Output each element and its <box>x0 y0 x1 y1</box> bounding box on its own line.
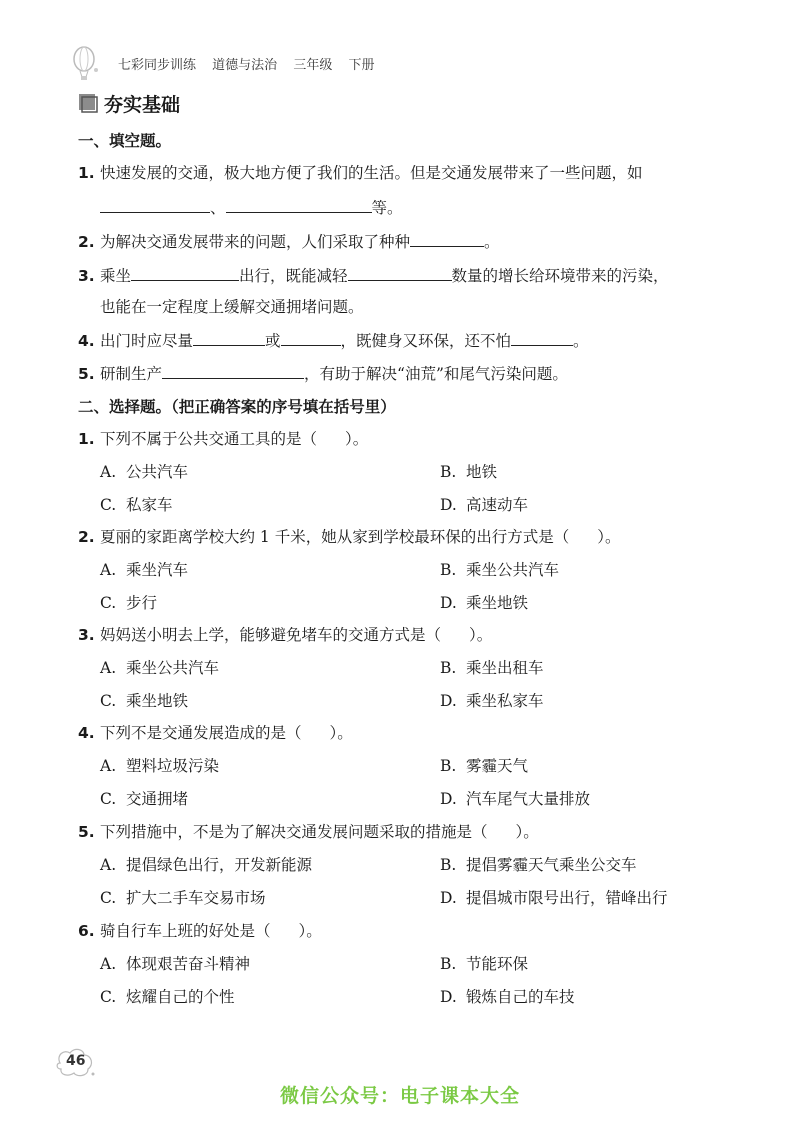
page-header <box>70 46 710 80</box>
option-text: 节能环保 <box>466 955 529 973</box>
answer-blank[interactable] <box>281 327 341 346</box>
question-text: ，既健身又环保，还不怕 <box>340 332 512 350</box>
question-number: 5. <box>78 365 95 383</box>
choice-question <box>78 622 492 648</box>
option-letter: D. <box>440 790 457 808</box>
fill-q1-line2 <box>100 194 403 221</box>
choice-option[interactable] <box>440 753 528 779</box>
answer-blank[interactable] <box>410 228 484 247</box>
answer-blank[interactable] <box>162 360 304 379</box>
choice-option[interactable] <box>440 655 544 681</box>
choice-option[interactable] <box>440 984 575 1010</box>
question-end-text: ）。 <box>597 528 621 546</box>
question-end-text: ）。 <box>345 430 369 448</box>
option-letter: B. <box>440 561 457 579</box>
option-text: 体现艰苦奋斗精神 <box>126 955 251 973</box>
option-text: 乘坐汽车 <box>126 561 189 579</box>
choice-option[interactable] <box>100 984 235 1010</box>
question-text: 下列措施中，不是为了解决交通发展问题采取的措施是（ <box>100 823 488 841</box>
separator-text: 、 <box>210 199 226 217</box>
option-letter: D. <box>440 988 457 1006</box>
option-letter: A. <box>100 955 117 973</box>
section-box-icon <box>78 93 98 113</box>
option-letter: D. <box>440 594 457 612</box>
question-text: 出门时应尽量 <box>100 332 194 350</box>
question-end-text: 。 <box>573 332 589 350</box>
answer-blank[interactable] <box>131 262 239 281</box>
fill-q3 <box>78 262 669 289</box>
question-number: 2. <box>78 233 95 251</box>
option-letter: C. <box>100 790 117 808</box>
option-text: 汽车尾气大量排放 <box>466 790 591 808</box>
option-text: 扩大二手车交易市场 <box>126 889 266 907</box>
fill-q5 <box>78 360 568 387</box>
option-text: 提倡绿色出行，开发新能源 <box>126 856 313 874</box>
choice-option[interactable] <box>440 688 544 714</box>
option-text: 乘坐私家车 <box>466 692 544 710</box>
option-text: 乘坐地铁 <box>466 594 529 612</box>
choice-question <box>78 918 322 944</box>
choice-option[interactable] <box>440 459 497 485</box>
option-text: 公共汽车 <box>126 463 189 481</box>
option-text: 乘坐出租车 <box>466 659 544 677</box>
question-end-text: ）。 <box>298 922 322 940</box>
question-number: 5. <box>78 823 95 841</box>
part1-heading: 一、填空题。 <box>78 132 172 150</box>
answer-blank[interactable] <box>226 194 372 213</box>
choice-option[interactable] <box>100 885 266 911</box>
option-text: 乘坐地铁 <box>126 692 189 710</box>
question-end-text: ）。 <box>515 823 539 841</box>
option-letter: A. <box>100 856 117 874</box>
option-letter: B. <box>440 659 457 677</box>
answer-blank[interactable] <box>100 194 210 213</box>
option-text: 地铁 <box>466 463 498 481</box>
question-end-text: ）。 <box>329 724 353 742</box>
page-number: 46 <box>66 1053 86 1069</box>
option-text: 乘坐公共汽车 <box>466 561 560 579</box>
option-text: 乘坐公共汽车 <box>126 659 220 677</box>
header-subject: 道德与法治 <box>212 58 278 73</box>
choice-option[interactable] <box>100 753 219 779</box>
choice-option[interactable] <box>100 655 219 681</box>
header-grade: 三年级 <box>293 58 333 73</box>
answer-blank[interactable] <box>193 327 265 346</box>
option-letter: D. <box>440 889 457 907</box>
question-text: 下列不属于公共交通工具的是（ <box>100 430 318 448</box>
choice-question <box>78 819 539 845</box>
fill-q1 <box>78 160 643 186</box>
option-letter: A. <box>100 757 117 775</box>
option-letter: C. <box>100 889 117 907</box>
option-letter: D. <box>440 692 457 710</box>
option-text: 提倡城市限号出行，错峰出行 <box>466 889 668 907</box>
question-text: 为解决交通发展带来的问题，人们采取了种种 <box>100 233 411 251</box>
question-text: 快速发展的交通，极大地方便了我们的生活。但是交通发展带来了一些问题，如 <box>100 164 643 182</box>
question-number: 2. <box>78 528 95 546</box>
option-text: 私家车 <box>126 496 173 514</box>
option-letter: B. <box>440 856 457 874</box>
question-text: 研制生产 <box>100 365 163 383</box>
choice-option[interactable] <box>440 951 528 977</box>
choice-option[interactable] <box>440 557 559 583</box>
option-letter: C. <box>100 594 117 612</box>
choice-option[interactable] <box>100 492 173 518</box>
option-letter: C. <box>100 692 117 710</box>
question-number: 1. <box>78 430 95 448</box>
header-text <box>118 54 386 73</box>
question-number: 3. <box>78 267 95 285</box>
question-number: 1. <box>78 164 95 182</box>
watermark-text: 微信公众号：电子课本大全 <box>279 1085 520 1107</box>
choice-question <box>78 426 368 452</box>
option-text: 交通拥堵 <box>126 790 189 808</box>
option-letter: A. <box>100 561 117 579</box>
question-text: 乘坐 <box>100 267 132 285</box>
choice-option[interactable] <box>100 786 188 812</box>
question-text: 夏丽的家距离学校大约 1 千米，她从家到学校最环保的出行方式是（ <box>100 528 570 546</box>
choice-option[interactable] <box>100 688 188 714</box>
question-text: 数量的增长给环境带来的污染， <box>451 267 669 285</box>
choice-option[interactable] <box>440 786 590 812</box>
question-text: 或 <box>265 332 281 350</box>
choice-option[interactable] <box>440 885 668 911</box>
header-volume: 下册 <box>348 58 375 73</box>
choice-option[interactable] <box>100 590 157 616</box>
choice-option[interactable] <box>100 951 250 977</box>
option-letter: C. <box>100 988 117 1006</box>
option-text: 雾霾天气 <box>466 757 529 775</box>
fill-q4 <box>78 327 589 354</box>
question-end-text: 。 <box>484 233 500 251</box>
choice-option[interactable] <box>100 852 312 878</box>
question-number: 6. <box>78 922 95 940</box>
option-text: 步行 <box>126 594 158 612</box>
question-text: ，有助于解决“油荒”和尾气污染问题。 <box>304 365 568 383</box>
option-text: 高速动车 <box>466 496 529 514</box>
balloon-logo-icon <box>70 46 104 80</box>
choice-option[interactable] <box>100 557 188 583</box>
question-text: 骑自行车上班的好处是（ <box>100 922 271 940</box>
option-text: 锻炼自己的车技 <box>466 988 575 1006</box>
section-title-label: 夯实基础 <box>104 94 181 116</box>
question-text: 妈妈送小明去上学，能够避免堵车的交通方式是（ <box>100 626 442 644</box>
fill-q2 <box>78 228 500 255</box>
choice-option[interactable] <box>440 590 528 616</box>
answer-blank[interactable] <box>348 262 452 281</box>
option-letter: A. <box>100 463 117 481</box>
option-text: 炫耀自己的个性 <box>126 988 235 1006</box>
choice-option[interactable] <box>440 852 637 878</box>
question-end-text: 等。 <box>371 199 403 217</box>
question-end-text: ）。 <box>469 626 493 644</box>
option-text: 提倡雾霾天气乘坐公交车 <box>466 856 637 874</box>
choice-option[interactable] <box>100 459 188 485</box>
option-letter: A. <box>100 659 117 677</box>
question-text: 出行，既能减轻 <box>239 267 348 285</box>
answer-blank[interactable] <box>511 327 573 346</box>
question-number: 4. <box>78 724 95 742</box>
option-letter: B. <box>440 955 457 973</box>
question-number: 3. <box>78 626 95 644</box>
option-letter: C. <box>100 496 117 514</box>
question-text: 下列不是交通发展造成的是（ <box>100 724 302 742</box>
option-text: 塑料垃圾污染 <box>126 757 220 775</box>
option-letter: B. <box>440 463 457 481</box>
question-number: 4. <box>78 332 95 350</box>
fill-q3-line2: 也能在一定程度上缓解交通拥堵问题。 <box>100 298 364 316</box>
option-letter: B. <box>440 757 457 775</box>
choice-question <box>78 524 620 550</box>
header-series: 七彩同步训练 <box>118 58 197 73</box>
choice-option[interactable] <box>440 492 528 518</box>
part2-heading: 二、选择题。（把正确答案的序号填在括号里） <box>78 398 396 416</box>
choice-question <box>78 720 353 746</box>
option-letter: D. <box>440 496 457 514</box>
